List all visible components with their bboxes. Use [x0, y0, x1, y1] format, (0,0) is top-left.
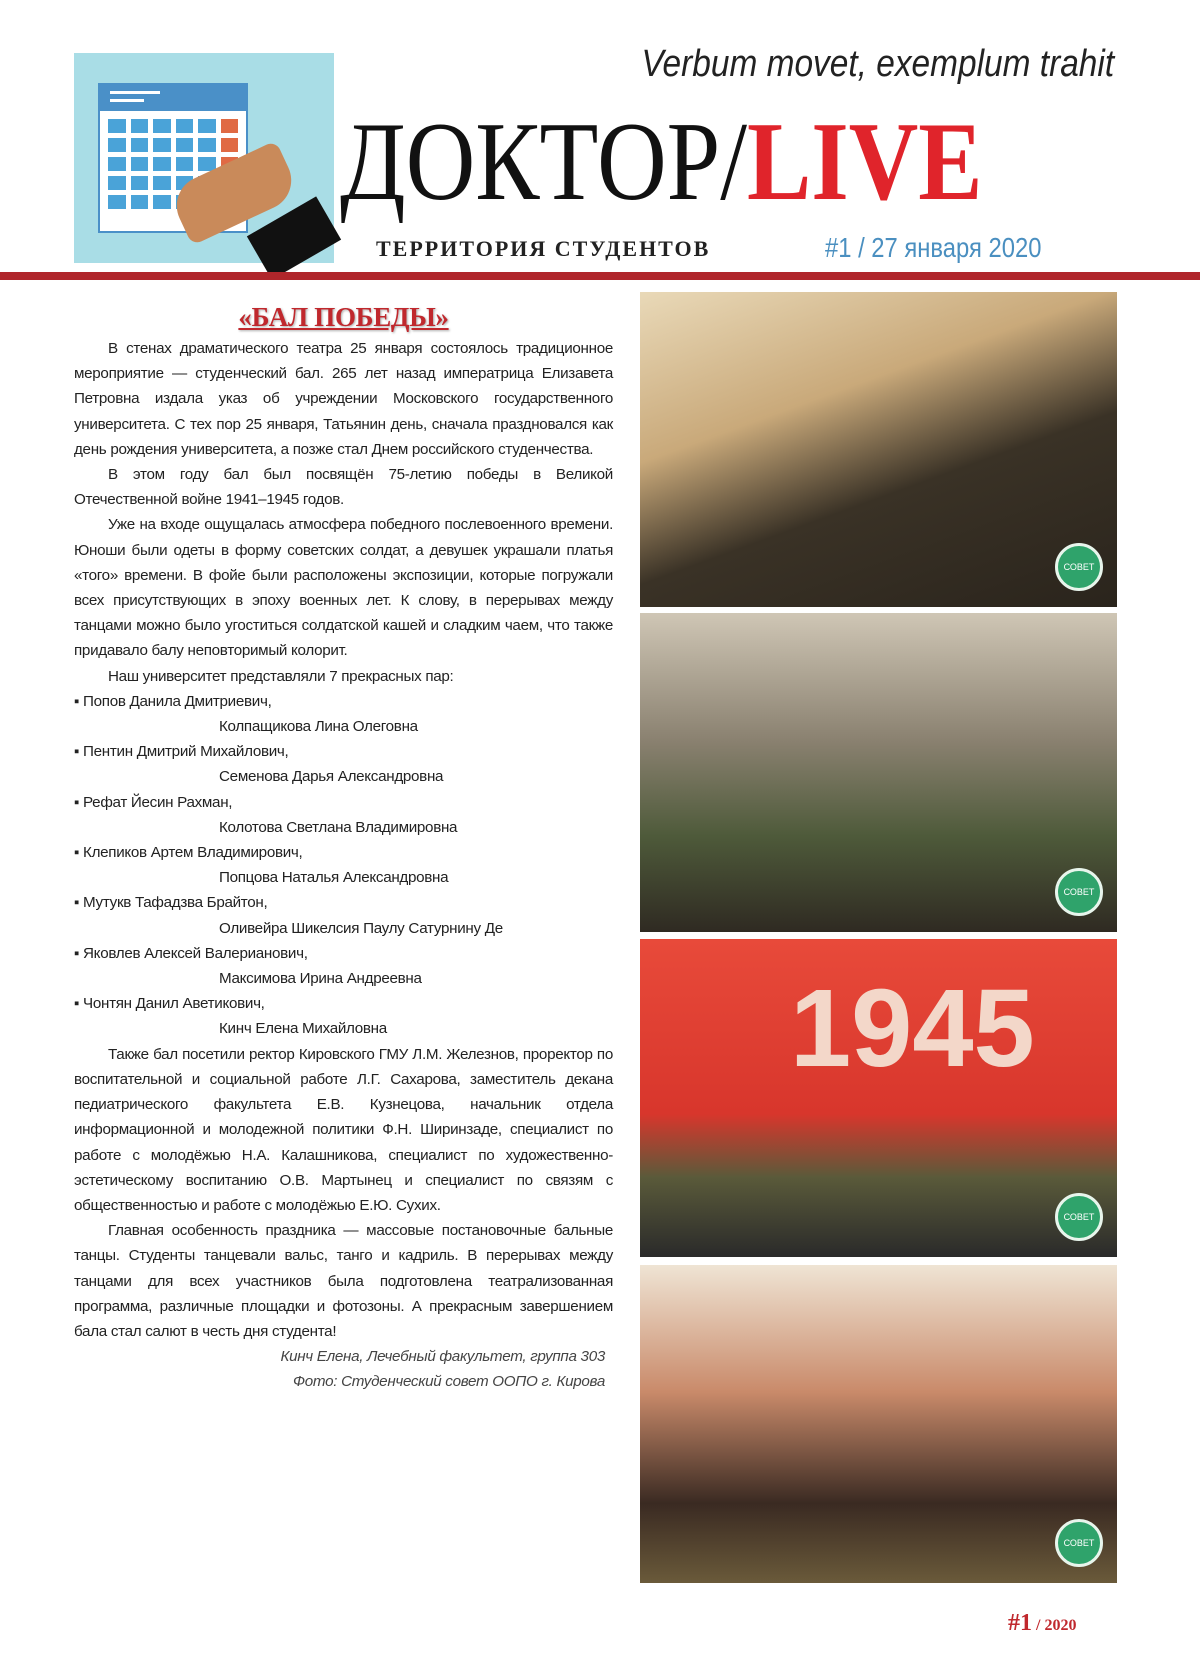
- photo-credit: Фото: Студенческий совет ООПО г. Кирова: [293, 1373, 605, 1391]
- calendar-logo: [74, 53, 334, 263]
- student-council-logo: СОВЕТ: [1055, 868, 1103, 916]
- paragraph: Уже на входе ощущалась атмосфера победного послевоенного времени. Юноши были одеты в форму советских солдат, а девушек украшали платья «того» времени. В фойе были расположены экспозиции, которые погружали всех присутствующих в эпоху военных лет. К слову, в перерывах между танцами можно было угоститься солдатской кашей и сладким чаем, что также придавало балу неповторимый колорит.: [74, 516, 613, 660]
- pair-5-partner-a: ▪ Мутукв Тафадзва Брайтон,: [74, 894, 268, 912]
- article: [74, 300, 613, 1395]
- backdrop-year: 1945: [790, 967, 1035, 1090]
- photo-dancing-couples: [640, 292, 1117, 607]
- photo-guests-foyer: [640, 1265, 1117, 1583]
- student-council-logo: СОВЕТ: [1055, 1519, 1103, 1567]
- paragraph: Также бал посетили ректор Кировского ГМУ Л.М. Железнов, проректор по воспитательной и социальной работе Л.Г. Сахарова, заместитель декана педиатрического факультета Е.В. Кузнецова, начальник отдела информационной и молодежной политики Ф.Н. Ширинзаде, специалист по работе с молодёжью Н.А. Калашникова, специалист по художественно-эстетическому воспитанию О.В. Мартынец и специалист по связям с общественностью и работе с молодёжью Е.Ю. Сухих.: [74, 1045, 613, 1214]
- pair-5-partner-b: Оливейра Шикелсия Паулу Сатурнину Де: [219, 919, 503, 937]
- page-footer-issue: #1 / 2020: [1008, 1610, 1077, 1636]
- photo-soldiers-backdrop: [640, 939, 1117, 1257]
- newspaper-subtitle: ТЕРРИТОРИЯ СТУДЕНТОВ: [376, 236, 711, 261]
- paragraph: В стенах драматического театра 25 января состоялось традиционное мероприятие — студенческий бал. 265 лет назад императрица Елизавета Петровна издала указ об учреждении Московского государственного университета. С тех пор 25 января, Татьянин день, сначала праздновался как день рождения университета, а позже стал Днем российского студенчества.: [74, 340, 613, 458]
- student-council-logo: СОВЕТ: [1055, 1193, 1103, 1241]
- pairs-list: [74, 689, 613, 1042]
- pair-6-partner-a: ▪ Яковлев Алексей Валерианович,: [74, 944, 308, 962]
- author-credit: Кинч Елена, Лечебный факультет, группа 303: [280, 1348, 605, 1366]
- issue-date: #1 / 27 января 2020: [825, 232, 1042, 263]
- pair-2-partner-b: Семенова Дарья Александровна: [219, 768, 444, 786]
- pair-4-partner-b: Попцова Наталья Александровна: [219, 869, 449, 887]
- article-headline: «БАЛ ПОБЕДЫ»: [238, 302, 449, 332]
- paragraph: В этом году бал был посвящён 75-летию победы в Великой Отечественной войне 1941–1945 годов.: [74, 466, 613, 509]
- pair-7-partner-b: Кинч Елена Михайловна: [219, 1020, 387, 1038]
- pair-1-partner-a: ▪ Попов Данила Дмитриевич,: [74, 692, 272, 710]
- pair-2-partner-a: ▪ Пентин Дмитрий Михайлович,: [74, 743, 289, 761]
- pair-6-partner-b: Максимова Ирина Андреевна: [219, 970, 422, 988]
- paragraph: Главная особенность праздника — массовые постановочные бальные танцы. Студенты танцевали вальс, танго и кадриль. В перерывах между танцами для всех участников была подготовлена театрализованная программа, различные площадки и фотозоны. А прекрасным завершением бала стал салют в честь дня студента!: [74, 1222, 613, 1340]
- paragraph: Наш университет представляли 7 прекрасных пар:: [108, 667, 454, 685]
- photo-couples-embracing: [640, 613, 1117, 932]
- pair-1-partner-b: Колпащикова Лина Олеговна: [219, 718, 418, 736]
- header-divider: [0, 272, 1200, 280]
- newspaper-title: ДОКТОР/LIVE: [340, 100, 983, 224]
- pair-3-partner-a: ▪ Рефат Йесин Рахман,: [74, 793, 233, 811]
- student-council-logo: СОВЕТ: [1055, 543, 1103, 591]
- pair-4-partner-a: ▪ Клепиков Артем Владимирович,: [74, 844, 303, 862]
- pair-3-partner-b: Колотова Светлана Владимировна: [219, 818, 458, 836]
- motto: Verbum movet, exemplum trahit: [641, 43, 1114, 85]
- pair-7-partner-a: ▪ Чонтян Данил Аветикович,: [74, 995, 265, 1013]
